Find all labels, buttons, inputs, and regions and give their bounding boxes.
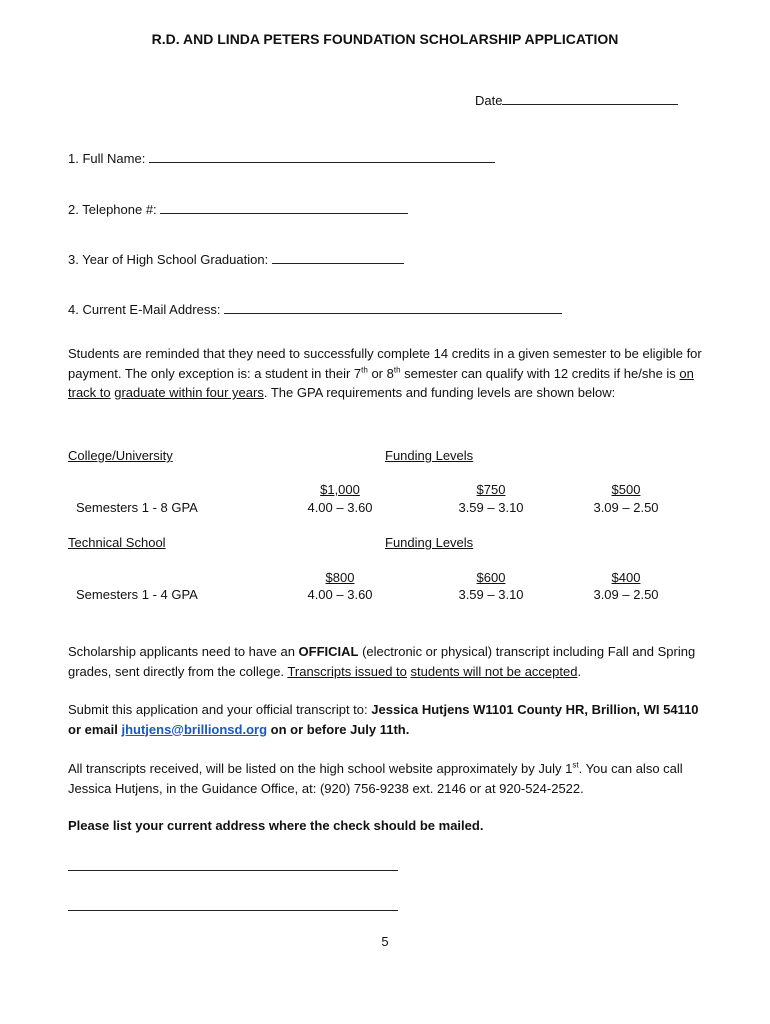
submit-text-1: Submit this application and your official transcript to: <box>68 702 372 717</box>
college-range-1: 4.00 – 3.60 <box>307 500 373 515</box>
transcript-bold-official: OFFICIAL <box>298 644 359 659</box>
college-amount-3: $500 <box>611 482 641 497</box>
graduation-year-row <box>68 250 404 267</box>
date-label: Date <box>475 93 503 108</box>
submit-contact-bold: Jessica Hutjens W1101 County HR, Brillion, WI 54110 or email <box>68 702 699 737</box>
email-row <box>68 300 562 317</box>
reminder-underline-2: graduate within four years <box>114 385 264 400</box>
listing-text-1: All transcripts received, will be listed on the high school website approximately by July 1 <box>68 761 573 776</box>
email-link[interactable]: jhutjens@brillionsd.org <box>121 721 268 737</box>
full-name-field[interactable] <box>149 149 495 163</box>
email-label: 4. Current E-Mail Address: <box>68 302 225 317</box>
telephone-label: 2. Telephone #: <box>68 202 161 217</box>
reminder-sup-2: th <box>393 365 401 375</box>
technical-range-2: 3.59 – 3.10 <box>458 587 524 602</box>
page-number: 5 <box>381 934 389 949</box>
date-field[interactable] <box>502 91 678 105</box>
reminder-text-5: . The GPA requirements and funding levels are shown below: <box>263 385 616 400</box>
address-line-2[interactable] <box>68 910 398 911</box>
technical-amount-3: $400 <box>611 570 641 585</box>
college-heading: College/University <box>68 448 173 463</box>
page-title: R.D. AND LINDA PETERS FOUNDATION SCHOLARSHIP APPLICATION <box>151 31 619 47</box>
transcript-text-1: Scholarship applicants need to have an <box>68 644 299 659</box>
listing-paragraph <box>68 759 708 798</box>
graduation-year-field[interactable] <box>272 250 404 264</box>
graduation-year-label: 3. Year of High School Graduation: <box>68 252 272 267</box>
listing-text-2: . You can also call Jessica Hutjens, in the Guidance Office, at: (920) 756-9238 ext. 2146 or at 920-524-2522. <box>68 761 683 796</box>
reminder-text-1: Students are reminded that they need to successfully complete 14 credits in a given semester to be eligible for payment. The only exception is: a student in their 7 <box>68 346 702 381</box>
transcript-underline-1: Transcripts issued to <box>287 663 407 679</box>
full-name-row <box>68 149 495 166</box>
transcript-text-2: (electronic or physical) transcript including Fall and Spring grades, sent directly from the college. <box>68 644 696 679</box>
transcript-text-4: . <box>577 663 582 679</box>
college-amount-1: $1,000 <box>320 482 360 497</box>
technical-funding-heading: Funding Levels <box>385 535 474 550</box>
address-prompt: Please list your current address where the check should be mailed. <box>68 818 484 833</box>
telephone-row <box>68 200 408 217</box>
college-row-label: Semesters 1 - 8 GPA <box>76 500 198 515</box>
college-amount-2: $750 <box>476 482 506 497</box>
telephone-field[interactable] <box>160 200 408 214</box>
credits-reminder-paragraph <box>68 344 708 403</box>
reminder-underline-1: on track to <box>68 365 694 400</box>
reminder-text-2: or 8 <box>367 365 394 381</box>
transcript-paragraph <box>68 642 708 681</box>
listing-sup-1: st <box>572 760 579 770</box>
technical-range-1: 4.00 – 3.60 <box>307 587 373 602</box>
technical-row-label: Semesters 1 - 4 GPA <box>76 587 198 602</box>
college-range-3: 3.09 – 2.50 <box>593 500 659 515</box>
technical-amount-1: $800 <box>325 570 355 585</box>
address-line-1[interactable] <box>68 870 398 871</box>
reminder-text-3: semester can qualify with 12 credits if he/she is <box>400 365 680 381</box>
technical-amount-2: $600 <box>476 570 506 585</box>
submit-deadline-bold: on or before July 11th. <box>267 721 410 737</box>
technical-range-3: 3.09 – 2.50 <box>593 587 659 602</box>
full-name-label: 1. Full Name: <box>68 151 149 166</box>
email-field[interactable] <box>224 300 562 314</box>
date-row <box>475 91 678 108</box>
college-funding-heading: Funding Levels <box>385 448 474 463</box>
reminder-sup-1: th <box>361 365 368 375</box>
transcript-underline-2: students will not be accepted <box>410 663 578 679</box>
college-range-2: 3.59 – 3.10 <box>458 500 524 515</box>
technical-heading: Technical School <box>68 535 166 550</box>
submit-paragraph <box>68 700 708 739</box>
